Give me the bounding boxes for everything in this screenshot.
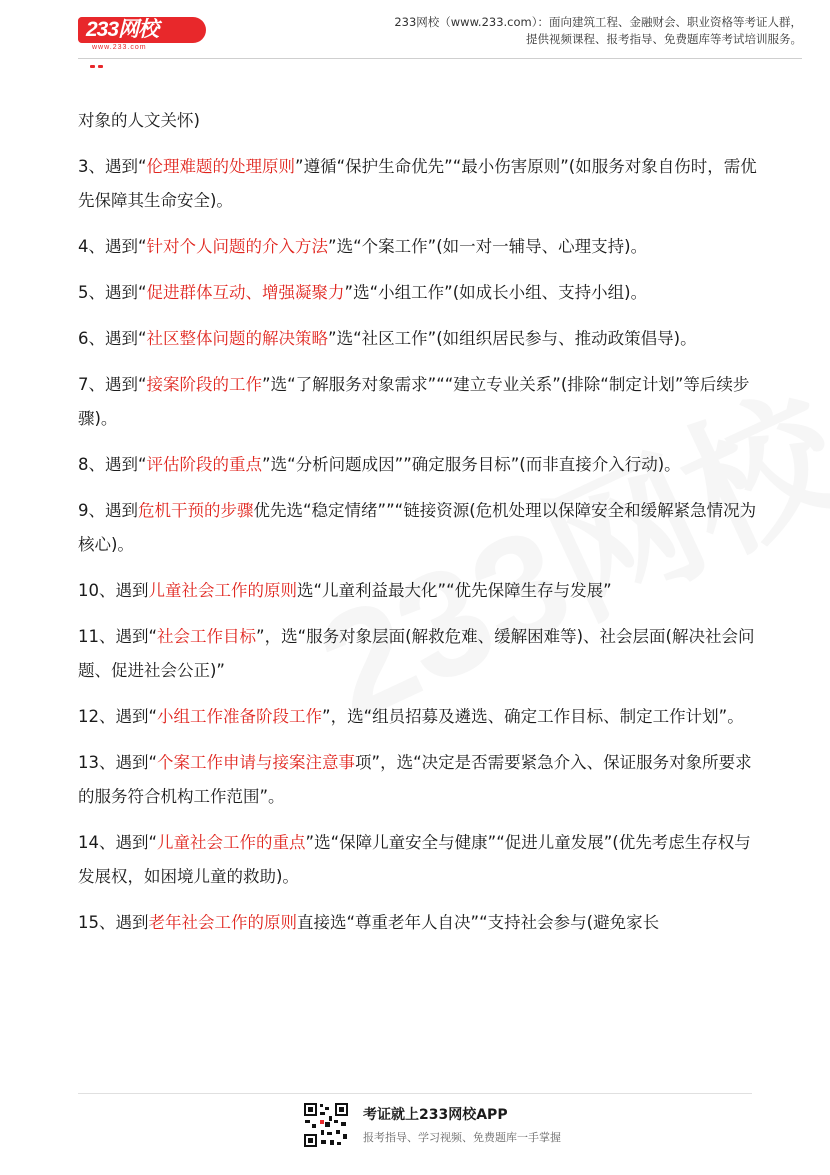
footer-title: 考证就上233网校APP bbox=[363, 1107, 508, 1123]
page-header bbox=[0, 0, 830, 60]
paragraph-text: ”，选“组员招募及遴选、确定工作目标、制定工作计划”。 bbox=[322, 707, 744, 726]
paragraph-text: 6、遇到“ bbox=[78, 329, 147, 348]
logo-dots-decoration bbox=[90, 53, 114, 57]
list-item bbox=[78, 700, 758, 734]
list-item bbox=[78, 906, 758, 940]
paragraph-text: 9、遇到 bbox=[78, 501, 138, 520]
paragraph-text: 8、遇到“ bbox=[78, 455, 147, 474]
paragraph-text: 4、遇到“ bbox=[78, 237, 147, 256]
highlighted-keyword: 危机干预的步骤 bbox=[138, 501, 254, 520]
qr-code-icon[interactable] bbox=[303, 1102, 349, 1148]
paragraph-text: 优先选“稳定情绪””“链接资源(危机处理以保障安全和缓解紧急情况为核心)。 bbox=[78, 501, 757, 554]
header-divider bbox=[78, 58, 802, 59]
paragraph-text: 11、遇到“ bbox=[78, 627, 158, 646]
paragraph-text: 3、遇到“ bbox=[78, 157, 147, 176]
highlighted-keyword: 老年社会工作的原则 bbox=[148, 913, 297, 932]
document-body bbox=[78, 104, 758, 952]
list-item bbox=[78, 620, 758, 688]
paragraph-text: ”选“个案工作”(如一对一辅导、心理支持)。 bbox=[328, 237, 648, 256]
highlighted-keyword: 伦理难题的处理原则 bbox=[146, 157, 296, 176]
paragraph-text: 7、遇到“ bbox=[78, 375, 147, 394]
highlighted-keyword: 社会工作目标 bbox=[157, 627, 257, 646]
highlighted-keyword: 接案阶段的工作 bbox=[146, 375, 263, 394]
header-info bbox=[394, 14, 802, 48]
highlighted-keyword: 儿童社会工作的重点 bbox=[157, 833, 306, 852]
brand-logo[interactable] bbox=[78, 17, 210, 61]
paragraph-text: ”遵循“保护生命优先”“最小伤害原则”(如服务对象自伤时，需优先保障其生命安全)。 bbox=[78, 157, 757, 210]
list-item bbox=[78, 104, 758, 138]
logo-url: www.233.com bbox=[92, 44, 147, 51]
paragraph-text: ”，选“服务对象层面(解救危难、缓解困难等)、社会层面(解决社会问题、促进社会公正)” bbox=[78, 627, 755, 680]
list-item bbox=[78, 368, 758, 436]
highlighted-keyword: 社区整体问题的解决策略 bbox=[146, 329, 329, 348]
list-item bbox=[78, 494, 758, 562]
paragraph-text: ”选“了解服务对象需求”““建立专业关系”(排除“制定计划”等后续步骤)。 bbox=[78, 375, 750, 428]
header-info-line-2: 提供视频课程、报考指导、免费题库等考试培训服务。 bbox=[526, 32, 802, 46]
paragraph-text: 项”，选“决定是否需要紧急介入、保证服务对象所要求的服务符合机构工作范围”。 bbox=[78, 753, 752, 806]
list-item bbox=[78, 574, 758, 608]
list-item bbox=[78, 230, 758, 264]
logo-text: 233网校 bbox=[78, 17, 206, 43]
paragraph-text: 选“儿童利益最大化”“优先保障生存与发展” bbox=[297, 581, 612, 600]
footer-subtitle: 报考指导、学习视频、免费题库一手掌握 bbox=[363, 1131, 561, 1144]
list-item bbox=[78, 448, 758, 482]
paragraph-text: ”选“分析问题成因””确定服务目标”(而非直接介入行动)。 bbox=[262, 455, 681, 474]
paragraph-text: ”选“小组工作”(如成长小组、支持小组)。 bbox=[344, 283, 648, 302]
paragraph-text: 13、遇到“ bbox=[78, 753, 158, 772]
paragraph-text: 直接选“尊重老年人自决”“支持社会参与(避免家长 bbox=[297, 913, 660, 932]
highlighted-keyword: 针对个人问题的介入方法 bbox=[146, 237, 329, 256]
footer-divider bbox=[78, 1093, 752, 1094]
paragraph-text: ”选“社区工作”(如组织居民参与、推动政策倡导)。 bbox=[328, 329, 697, 348]
paragraph-text: 对象的人文关怀) bbox=[78, 111, 200, 130]
paragraph-text: ”选“保障儿童安全与健康”“促进儿童发展”(优先考虑生存权与发展权，如困境儿童的救助)。 bbox=[78, 833, 751, 886]
list-item bbox=[78, 150, 758, 218]
paragraph-text: 15、遇到 bbox=[78, 913, 149, 932]
paragraph-text: 10、遇到 bbox=[78, 581, 149, 600]
header-info-line-1: 233网校（www.233.com）：面向建筑工程、金融财会、职业资格等考证人群， bbox=[394, 15, 802, 29]
highlighted-keyword: 促进群体互动、增强凝聚力 bbox=[146, 283, 345, 302]
highlighted-keyword: 评估阶段的重点 bbox=[146, 455, 263, 474]
list-item bbox=[78, 322, 758, 356]
page-footer bbox=[303, 1102, 603, 1152]
list-item bbox=[78, 276, 758, 310]
paragraph-text: 14、遇到“ bbox=[78, 833, 158, 852]
paragraph-text: 5、遇到“ bbox=[78, 283, 147, 302]
highlighted-keyword: 儿童社会工作的原则 bbox=[148, 581, 297, 600]
highlighted-keyword: 小组工作准备阶段工作 bbox=[157, 707, 323, 726]
list-item bbox=[78, 826, 758, 894]
list-item bbox=[78, 746, 758, 814]
highlighted-keyword: 个案工作申请与接案注意事 bbox=[157, 753, 356, 772]
paragraph-text: 12、遇到“ bbox=[78, 707, 158, 726]
